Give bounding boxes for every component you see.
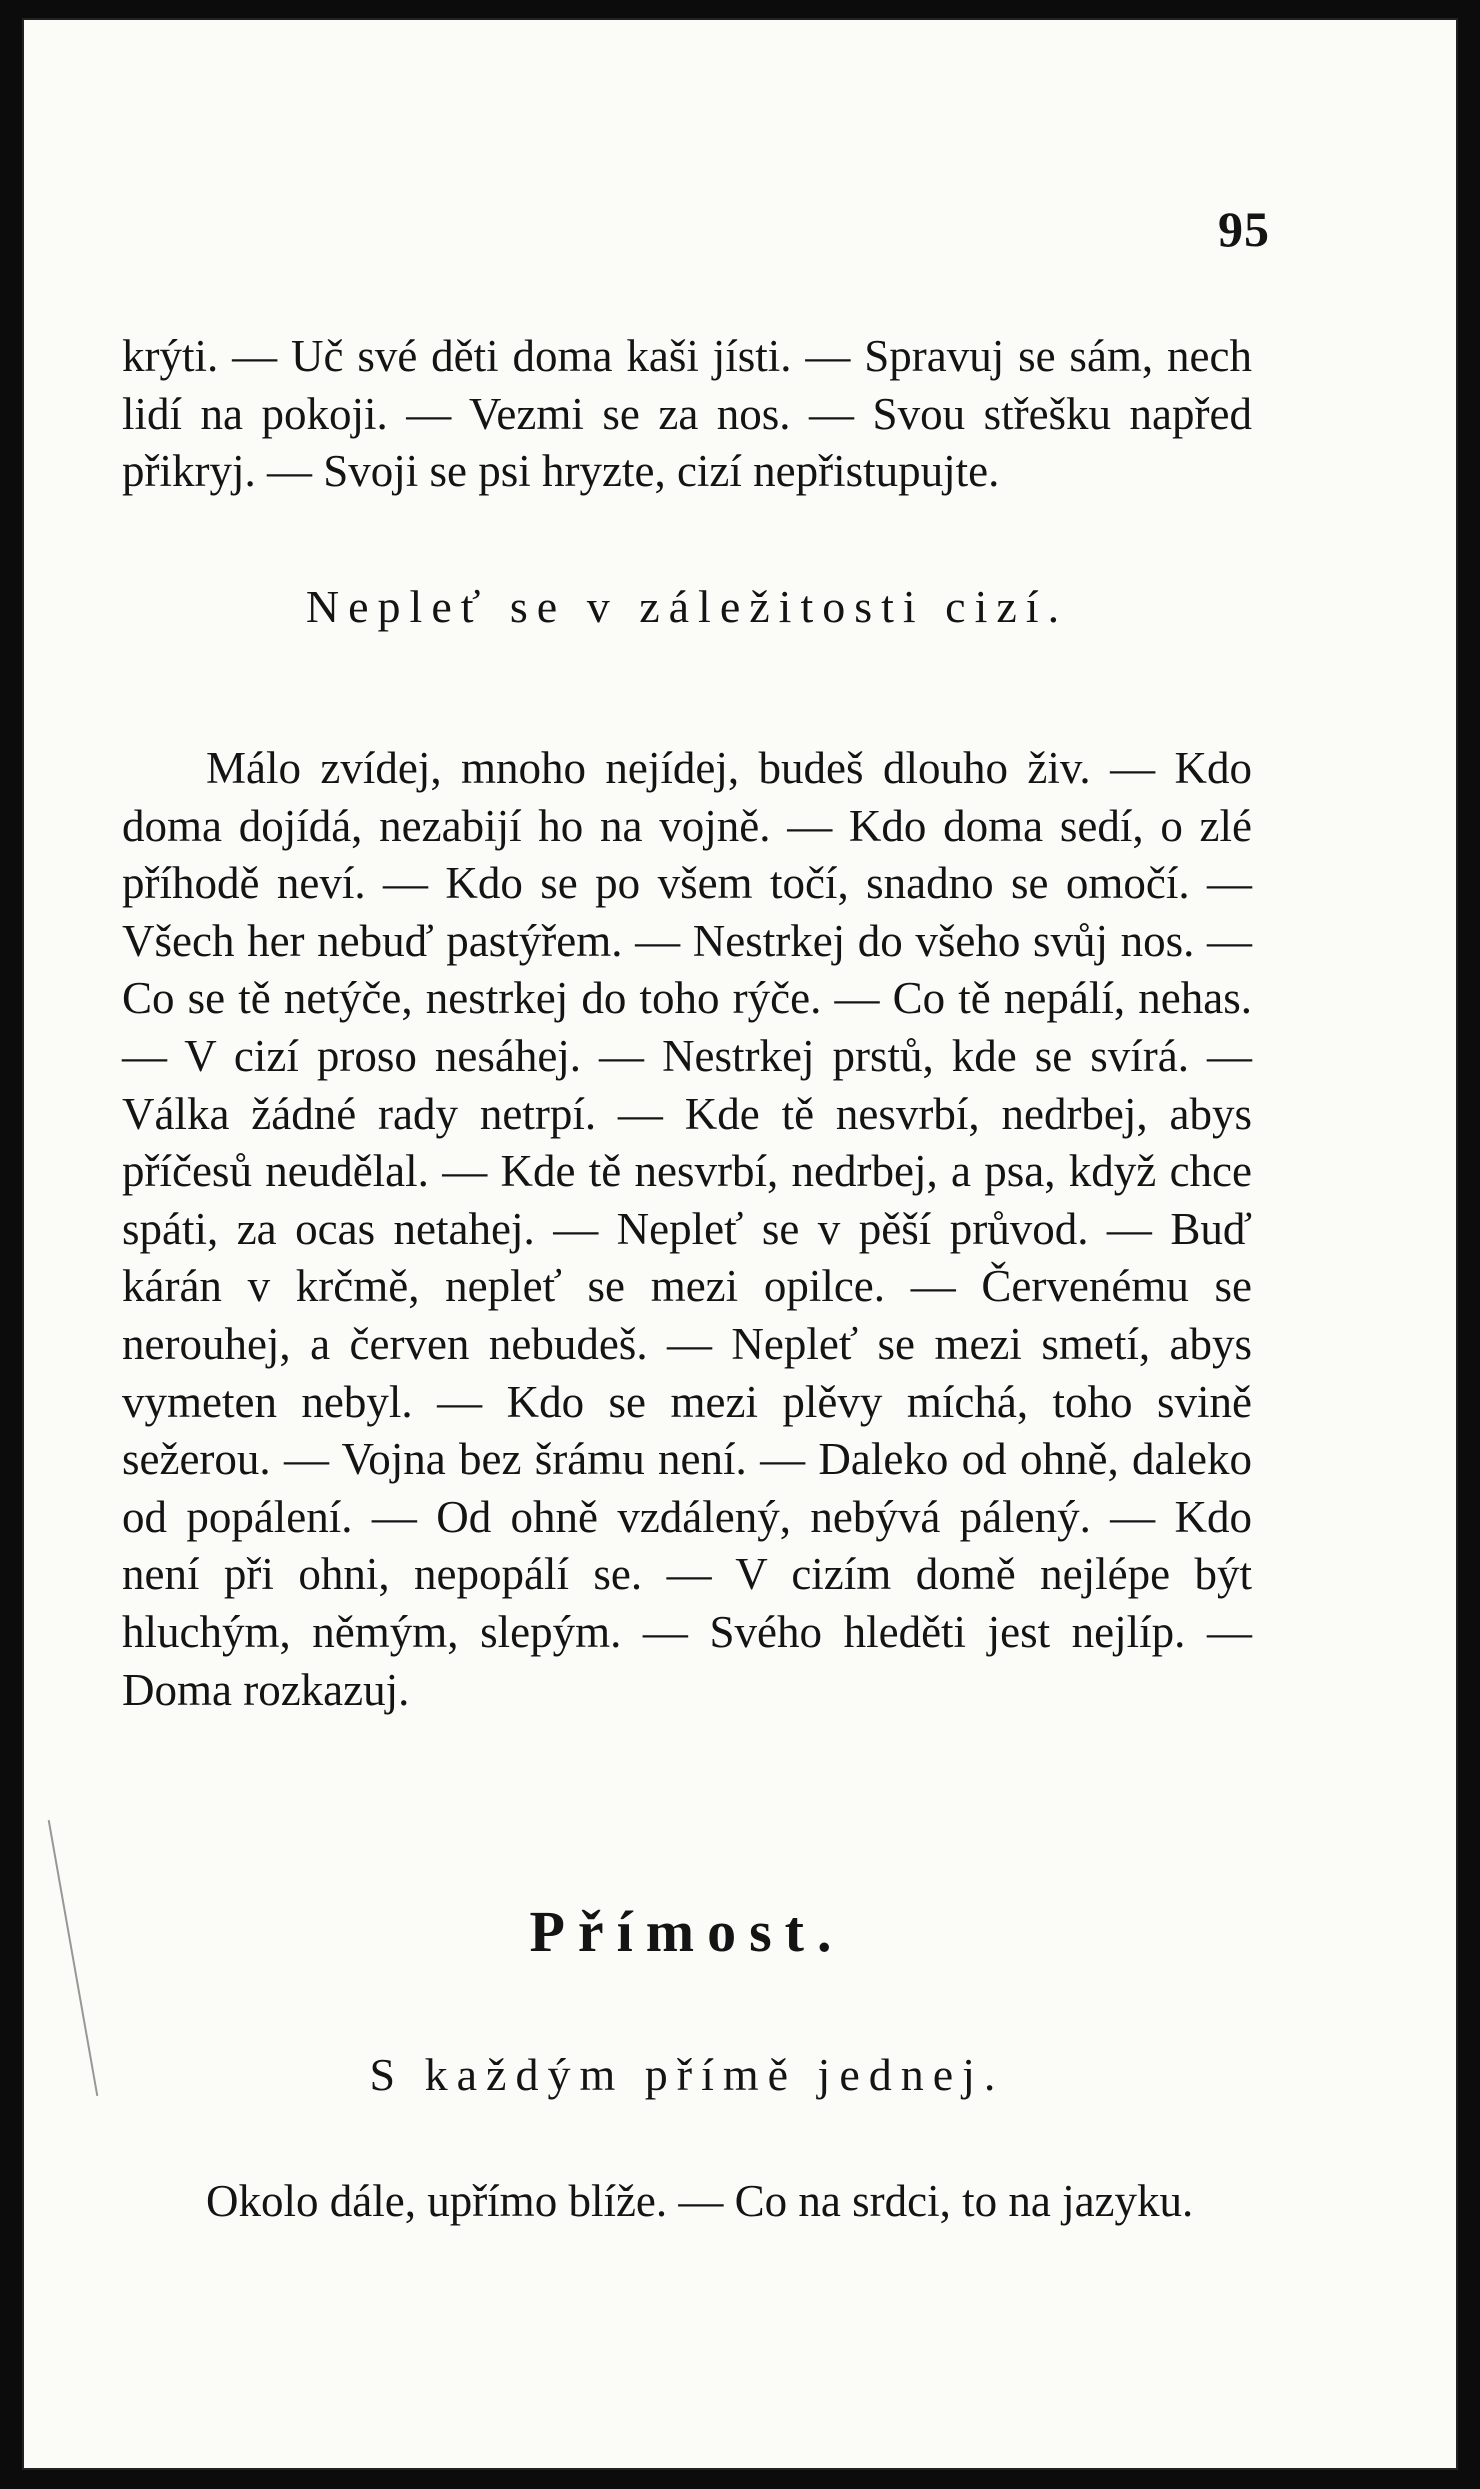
book-page [22, 18, 1458, 2470]
subheading-meddling: Nepleť se v záležitosti cizí. [305, 581, 1069, 632]
scan-mark [48, 1820, 99, 2096]
subheading-directness: S každým přímě jednej. [369, 2049, 1005, 2100]
section-title: Přímost. [529, 1899, 845, 1964]
paragraph-proverbs-1: krýti. — Uč své děti doma kaši jísti. — Spravuj se sám, nech lidí na pokoji. — Vezmi se za nos. — Svou střešku napřed přikryj. — Svoji se psi hryzte, cizí nepřistupujte. [122, 331, 1252, 497]
paragraph-proverbs-3: Okolo dále, upřímo blíže. — Co na srdci, to na jazyku. [206, 2176, 1194, 2226]
page-number: 95 [1218, 201, 1270, 257]
paragraph-proverbs-2: Málo zvídej, mnoho nejídej, budeš dlouho živ. — Kdo doma dojídá, nezabijí ho na vojně. — Kdo doma sedí, o zlé příhodě neví. — Kdo se po všem točí, snadno se omočí. — Všech her nebuď pastýřem. — Nestrkej do všeho svůj nos. — Co se tě netýče, nestrkej do toho rýče. — Co tě nepálí, nehas. — V cizí proso nesáhej. — Nestrkej prstů, kde se svírá. — Válka žádné rady netrpí. — Kde tě nesvrbí, nedrbej, abys příčesů neudělal. — Kde tě nesvrbí, nedrbej, a psa, když chce spáti, za ocas netahej. — Nepleť se v pěší průvod. — Buď kárán v krčmě, nepleť se mezi opilce. — Červenému se nerouhej, a červen nebudeš. — Nepleť se mezi smetí, abys vymeten nebyl. — Kdo se mezi plěvy míchá, toho svině sežerou. — Vojna bez šrámu není. — Daleko od ohně, daleko od popálení. — Od ohně vzdálený, nebývá pálený. — Kdo není při ohni, nepopálí se. — V cizím domě nejlépe být hluchým, němým, slepým. — Svého hleděti jest nejlíp. — Doma rozkazuj. [122, 743, 1252, 1715]
